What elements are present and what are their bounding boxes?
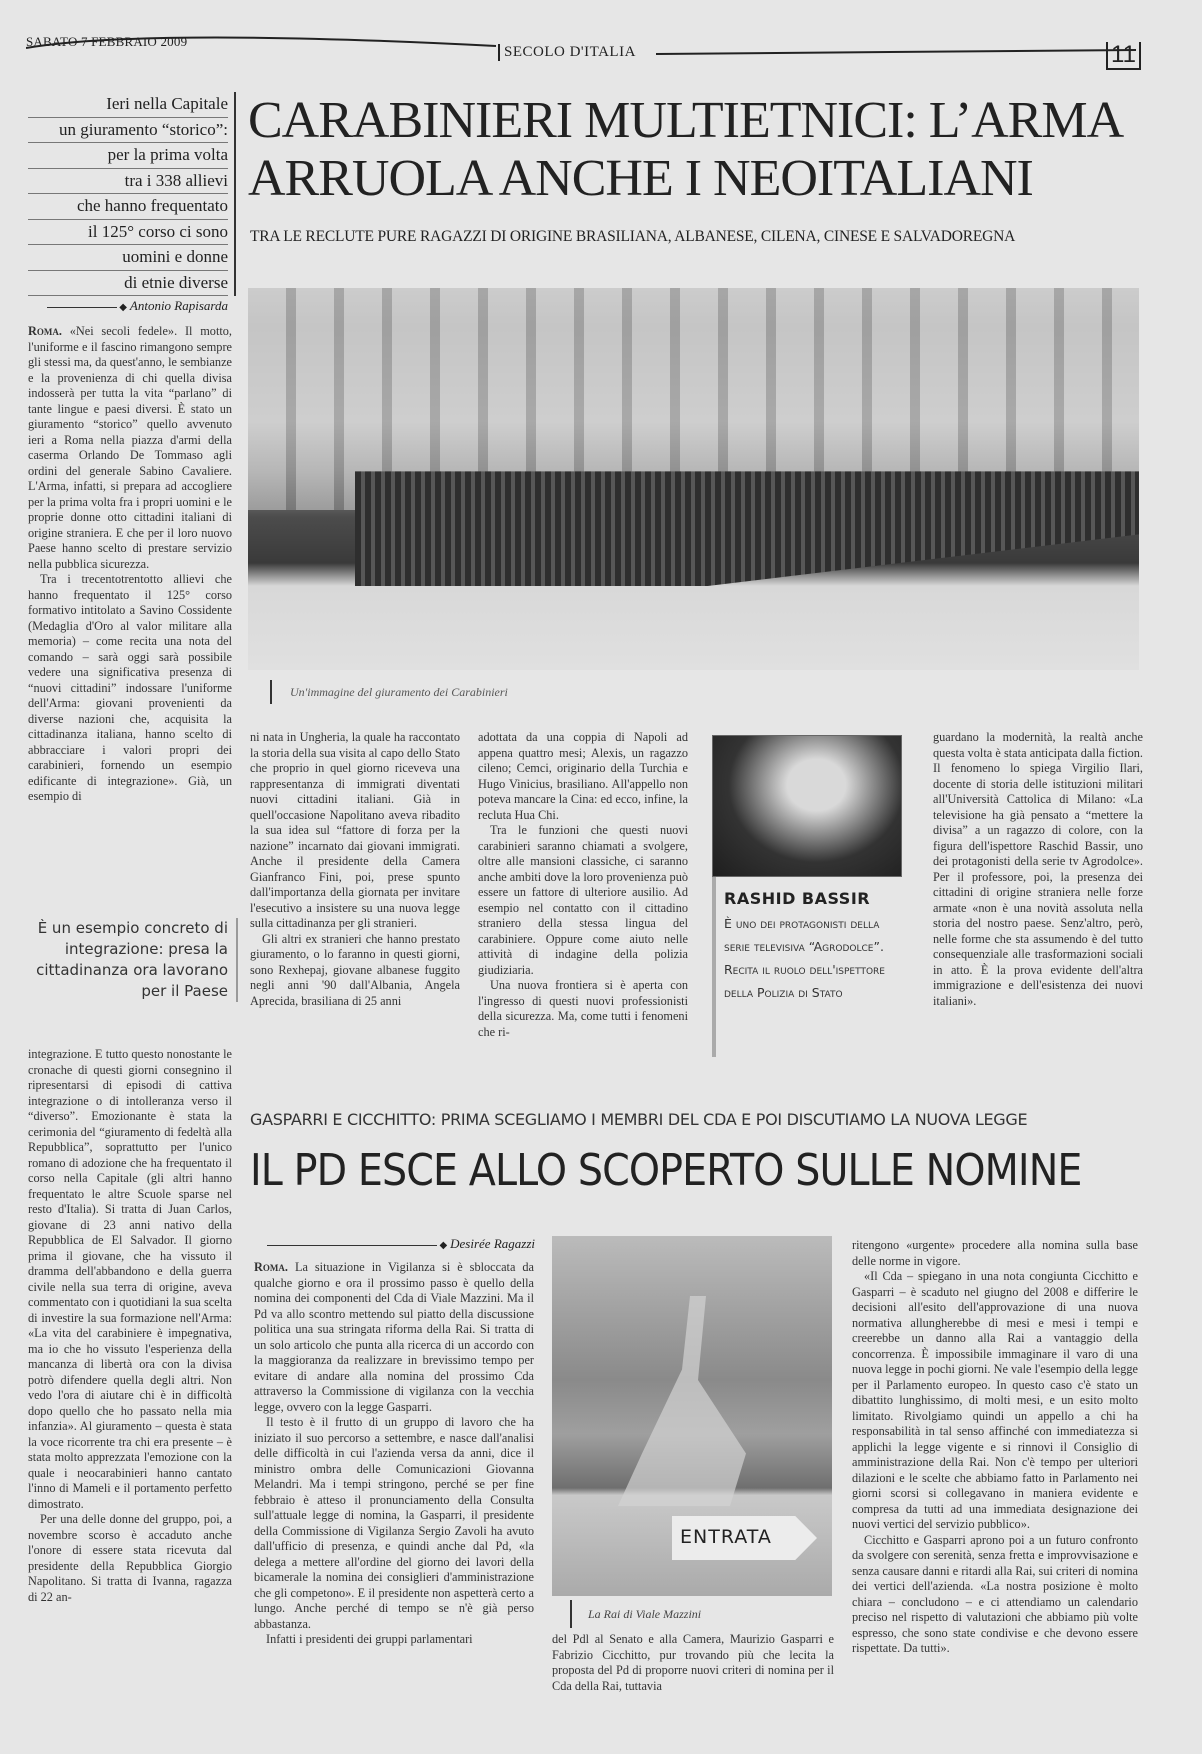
kicker-line: che hanno frequentato: [28, 194, 228, 220]
issue-date: SABATO 7 FEBBRAIO 2009: [26, 34, 188, 49]
diamond-icon: ◆: [439, 1240, 448, 1251]
entrance-sign-text: ENTRATA: [680, 1526, 772, 1548]
article2-column-1: [254, 1260, 534, 1648]
paragraph-text: «Nei secoli fedele». Il motto, l'uniforme e il fascino rimangono sempre gli stessi ma, da quest'anno, le sembianze e la provenienza di chi quella divisa indosserà per tutta la vita “parlano” di tante lingue e paesi diversi. È stato un giuramento “storico” quello avvenuto ieri a Roma nella piazza d'armi della caserma Orlando De Tommaso agli ordini del generale Sabino Cavaliere. L'Arma, infatti, si prepara ad accogliere per la prima volta fra i propri uomini e le proprie donne otto cittadini italiani di origine straniera. E che per il loro nuovo Paese hanno scelto di prestare servizio nella pubblica sicurezza.: [28, 324, 233, 571]
paragraph: Cicchitto e Gasparri aprono poi a un futuro confronto da svolgere con serenità, senza fretta e improvvisazione e senza causare danni e ritardi alla Rai, sui criteri di nomina dei vertici dell'azienda. «La nostra posizione è molto chiara – concludono – e ci attendiamo un calendario preciso nel rispetto di valutazioni che abbiamo più volte espresso, che sono state condivise e che devono essere rispettate. Da tutti».: [852, 1532, 1138, 1655]
article1-column-1-continued: [28, 1047, 232, 1605]
dateline: Roma.: [254, 1260, 288, 1274]
profile-name: RASHID BASSIR: [724, 889, 871, 908]
author-name: Antonio Rapisarda: [129, 298, 228, 313]
kicker-line: di etnie diverse: [28, 271, 228, 297]
kicker-line: il 125° corso ci sono: [28, 220, 228, 246]
kicker-line: Ieri nella Capitale: [28, 92, 228, 118]
swearing-in-photo: [248, 288, 1139, 670]
paragraph: Tra i trecentotrentotto allievi che hanno frequentato il 125° corso formativo intitolato a Savino Cossidente (Medaglia d'Oro al valor militare alla memoria) – come recita una nota del comando – sarà oggi sarà possibile vedere una significativa presenza di “nuovi cittadini” indossare l'uniforme dell'Arma: giovani provenienti da diverse nazioni che, acquisita la cittadinanza italiana, hanno scelto di abbracciare i valori propri dei carabinieri, fornendo un esempio edificante di integrazione». Già, un esempio di: [28, 572, 232, 803]
paragraph: [28, 324, 232, 572]
diamond-icon: ◆: [119, 302, 127, 313]
paragraph: Per una delle donne del gruppo, poi, a novembre scorso è accaduto anche l'onore di essere stata ricevuta dal presidente della Repubblica Giorgio Napolitano. Si tratta di Ivanna, ragazza di 22 an-: [28, 1512, 232, 1604]
paragraph: guardano la modernità, la realtà anche questa volta è stata anticipata dalla fiction. Il fenomeno lo spiega Virgilio Ilari, docente di storia delle istituzioni militari all'Università Cattolica di Milano: «La televisione ha già pensato a “mettere la divisa” a un ragazzo di colore, con la figura dell'ispettore Raschid Bassir, uno dei protagonisti della serie tv Agrodolce». Per il professore, poi, la presenza dei cittadini di origine straniera nelle forze armate «non è una novità assoluta nella storia del nostro paese. Senz'altro, però, nelle forme che sta assumendo è del tutto consequenziale alle trasformazioni sociali in atto. È la prova evidente dell'altra immigrazione e dell'esistenza dei nuovi italiani».: [933, 730, 1143, 1008]
paragraph: «Il Cda – spiegano in una nota congiunta Cicchitto e Gasparri – è scaduto nel giugno del 2008 e differire le decisioni all'esito dell'approvazione di una nuova normativa allungherebbe di mesi e mesi i tempi e creerebbe un danno alla Rai a vantaggio della concorrenza. È impossibile immaginare il varo di una nuova legge in pochi giorni. Ne vale l'esempio della legge per il Parlamento europeo. In questo caso c'è stato un dibattito lunghissimo, di molti mesi, e un esito molto limitato. Rivolgiamo quindi un appello a chi ha responsabilità in tal senso affinché con immediatezza si applichi la legge vigente e si rinnovi il Consiglio di amministrazione della Rai. Non c'è tempo per ulteriori dilazioni e le scelte che abbiamo fatto in Parlamento nei giorni scorsi si collegavano in maniera evidente e compresa da tutti ad una immediata designazione dei nuovi vertici del servizio pubblico».: [852, 1269, 1138, 1531]
kicker-line: uomini e donne: [28, 245, 228, 271]
kicker-line: tra i 338 allievi: [28, 169, 228, 195]
horse-statue: [602, 1296, 762, 1506]
profile-box: [712, 735, 902, 1004]
article2-byline: [250, 1236, 535, 1252]
article1-kicker: [28, 92, 236, 296]
profile-photo: [712, 735, 902, 877]
photo-caption: La Rai di Viale Mazzini: [570, 1600, 701, 1628]
article2-headline: IL PD ESCE ALLO SCOPERTO SULLE NOMINE: [250, 1145, 1082, 1196]
paragraph: del Pdl al Senato e alla Camera, Maurizio Gasparri e Fabrizio Cicchitto, pur trovando più che lecita la proposta del Pd di proporre nuovi criteri di nomina per il Cda della Rai, tuttavia: [552, 1632, 834, 1693]
kicker-line: per la prima volta: [28, 143, 228, 169]
article2-subheadline: GASPARRI E CICCHITTO: PRIMA SCEGLIAMO I MEMBRI DEL CDA E POI DISCUTIAMO LA NUOVA LEGGE: [250, 1110, 1028, 1129]
kicker-line: un giuramento “storico”:: [28, 118, 228, 144]
byline-rule: [47, 307, 117, 308]
paragraph: [254, 1260, 534, 1415]
article1-column-2: [250, 730, 460, 1009]
paragraph: ni nata in Ungheria, la quale ha raccontato la storia della sua visita al capo dello Stato che proprio in quel giorno riceveva una rappresentanza di immigrati diventati nuovi cittadini italiani. Già in quell'occasione Napolitano aveva ribadito la sua idea sul “fattore di forza per la nazione” incarnato dai giovani immigrati. Anche il presidente della Camera Gianfranco Fini, poi, prese spunto dall'importanza della giornata per invitare l'esecutivo a insistere su una nuova legge sulla cittadinanza per gli stranieri.: [250, 730, 460, 930]
dateline: Roma.: [28, 324, 62, 338]
article1-column-3: [478, 730, 688, 1040]
newspaper-name: SECOLO D'ITALIA: [498, 44, 636, 61]
paragraph: Una nuova frontiera si è aperta con l'ingresso di questi nuovi professionisti della sicurezza. Ma, come tutti i fenomeni che ri-: [478, 978, 688, 1039]
article1-column-5: [933, 730, 1143, 1009]
paragraph: ritengono «urgente» procedere alla nomina sulla base delle norme in vigore.: [852, 1238, 1138, 1268]
profile-description: È uno dei protagonisti della serie televisiva “Agrodolce”. Recita il ruolo dell'ispettore della Polizia di Stato: [724, 916, 885, 1000]
photo-caption: Un'immagine del giuramento dei Carabinieri: [270, 680, 508, 704]
paragraph-text: La situazione in Vigilanza si è sbloccata da qualche giorno e ora il prossimo passo è quello della nomina dei componenti del Cda di Viale Mazzini. Ma il Pd va allo scontro mettendo sul piatto della discussione politica una sua stringata riforma della Rai. Si tratta di un solo articolo che punta alla ricerca di un accordo con la maggioranza da realizzare in brevissimo tempo per evitare di andare alla nomina del prossimo Cda attraverso la Commissione di vigilanza con la vecchia legge, ovvero con la legge Gasparri.: [254, 1260, 535, 1414]
article1-subheadline: TRA LE RECLUTE PURE RAGAZZI DI ORIGINE BRASILIANA, ALBANESE, CILENA, CINESE E SALVADOREGNA: [250, 228, 1016, 245]
author-name: Desirée Ragazzi: [450, 1236, 535, 1251]
article1-headline: CARABINIERI MULTIETNICI: L’ARMA ARRUOLA ANCHE I NEOITALIANI: [248, 92, 1121, 207]
article1-column-1: [28, 324, 232, 805]
paragraph: adottata da una coppia di Napoli ad appena quattro mesi; Alexis, un ragazzo cileno; Cemci, originario della Turchia e Hugo Vinicius, brasiliano. All'appello non poteva mancare la Cina: ed ecco, infine, la recluta Hua Chi.: [478, 730, 688, 822]
paragraph: Gli altri ex stranieri che hanno prestato giuramento, o lo faranno in questi giorni, sono Rexhepaj, giovane albanese fuggito negli anni '90 dall'Albania, Angela Aprecida, brasiliana di 25 anni: [250, 931, 460, 1008]
article1-byline: [28, 298, 228, 314]
page-number: 11: [1106, 42, 1141, 70]
article2-column-3: [852, 1238, 1138, 1657]
article2-column-2: [552, 1632, 834, 1694]
paragraph: Il testo è il frutto di un gruppo di lavoro che ha iniziato il suo percorso a settembre, e nasce dall'analisi delle difficoltà in cui l'azienda versa da anni, dice il ministro ombra delle Comunicazioni Giovanna Melandri. Ma i tempi stringono, perché se per fine febbraio è atteso il pronunciamento della Consulta sull'attuale legge di nomina, la Gasparri, il presidente della Commissione di Vigilanza Sergio Zavoli ha avuto dall'ufficio di presenza, e quindi anche dal Pd, «la delega a mettere all'ordine del giorno dei lavori della bicamerale la nomina dei consiglieri d'amministrazione che gli competono». E il presidente non aspetterà certo a lungo. Anche perché di tempo se n'è già perso abbastanza.: [254, 1415, 534, 1631]
paragraph: integrazione. E tutto questo nonostante le cronache di questi giorni consegnino il ripresentarsi di episodi di cattiva integrazione o di intolleranza verso il “diverso”. Emozionante è stata la cerimonia del “giuramento di fedeltà alla Repubblica”, soprattutto per l'unico romano di adozione che ha frequentato il corso nella Capitale (gli altri hanno frequentato le altre Scuole sparse nel resto d'Italia). Si tratta di Juan Carlos, giovane di 23 anni nativo della Repubblica de El Salvador. Il giorno prima il giovane, che ha vissuto il dramma dell'abbandono e della guerra civile nella sua terra di origine, aveva commentato con i quotidiani la sua scelta di investire la sua formazione nell'Arma: «La vita del carabiniere è impegnativa, ma io che ho vissuto l'esperienza della mancanza di libertà ora con la divisa potrò difendere quella degli altri. Non vedo l'ora di aiutare chi è in difficoltà dopo quello che ho passato nella mia infanzia». Al giuramento – questa è stata la voce ricorrente tra chi era presente – è stata molto apprezzata l'emozione con la quale i neocarabinieri hanno cantato l'inno di Mameli e il portamento perfetto dimostrato.: [28, 1047, 232, 1511]
byline-rule: [267, 1245, 437, 1246]
photo-troops: [355, 471, 1139, 586]
paragraph: Tra le funzioni che questi nuovi carabinieri saranno chiamati a svolgere, oltre alle mansioni classiche, ci saranno anche ambiti dove la loro provenienza può essere un fattore di ulteriore ausilio. Ad esempio nel contatto con il cittadino straniero della stessa lingua del carabiniere. Oppure come aiuto nelle attività di indagine della polizia giudiziaria.: [478, 823, 688, 977]
rai-horse-photo: [552, 1236, 832, 1596]
profile-bar: [712, 877, 716, 1057]
pull-quote: È un esempio concreto di integrazione: presa la cittadinanza ora lavorano per il Paese: [28, 918, 238, 1002]
paragraph: Infatti i presidenti dei gruppi parlamentari: [266, 1632, 473, 1646]
